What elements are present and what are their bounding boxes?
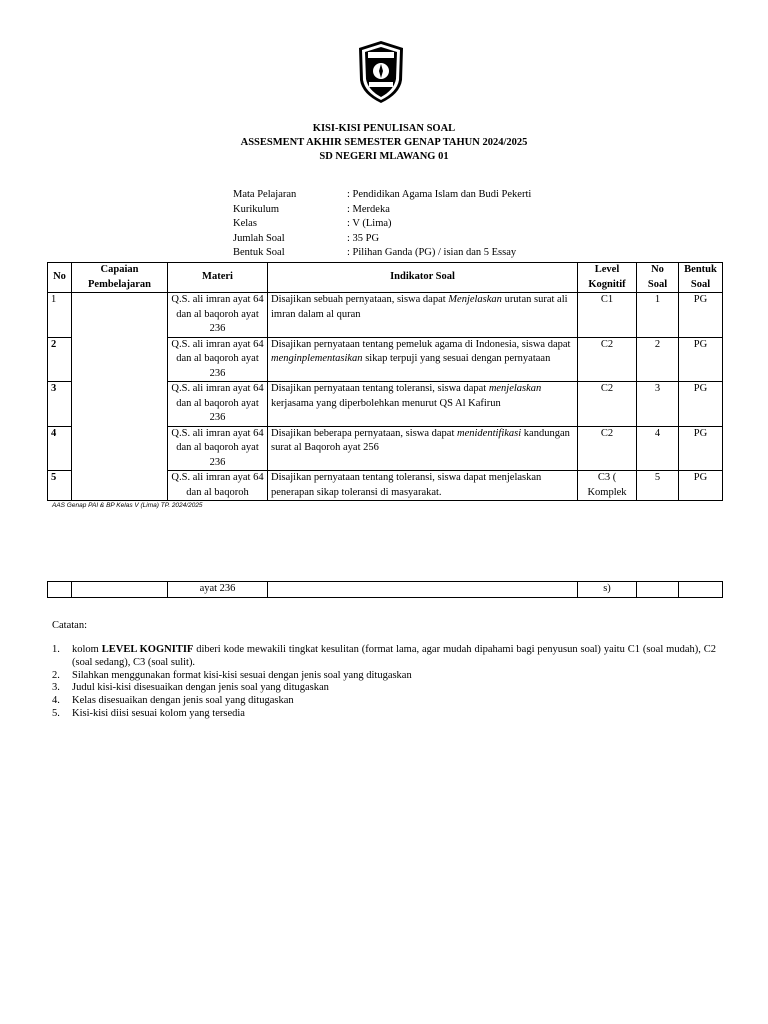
cell-no: 1 <box>48 293 72 338</box>
header-capaian <box>72 263 168 293</box>
cell-level: s) <box>578 582 637 598</box>
table-header-row <box>48 263 723 293</box>
indikator-emphasis: Menjelaskan <box>448 294 502 305</box>
note-text: Kelas disesuaikan dengan jenis soal yang ditugaskan <box>72 695 294 707</box>
note-text <box>72 644 716 670</box>
cell-materi: Q.S. ali imran ayat 64 dan al baqoroh ayat 236 <box>168 382 268 427</box>
document-title: KISI-KISI PENULISAN SOAL <box>312 123 456 134</box>
note-item <box>52 708 716 721</box>
table-row-continuation <box>48 582 723 598</box>
note-item <box>52 695 716 708</box>
cell-no: 4 <box>48 426 72 471</box>
cell-no: 3 <box>48 382 72 427</box>
cell-capaian <box>72 582 168 598</box>
meta-label: Kelas <box>233 218 257 229</box>
header-capaian-line1: Capaian <box>100 264 139 275</box>
cell-indikator <box>268 426 578 471</box>
meta-label: Mata Pelajaran <box>233 189 297 200</box>
cell-bentuk: PG <box>679 293 723 338</box>
cell-bentuk <box>679 582 723 598</box>
meta-row-question-count <box>233 232 531 247</box>
document-subtitle: ASSESMENT AKHIR SEMESTER GENAP TAHUN 2024/2025 <box>240 137 528 148</box>
cell-no: 5 <box>48 471 72 501</box>
meta-value: : V (Lima) <box>347 218 392 229</box>
question-grid-continuation <box>47 581 723 598</box>
note-bold-text: LEVEL KOGNITIF <box>101 644 194 655</box>
header-no: No <box>48 263 72 293</box>
subject-info <box>233 188 531 261</box>
note-text-part: kolom <box>72 644 102 655</box>
meta-value: : Merdeka <box>347 203 390 215</box>
school-name: SD NEGERI MLAWANG 01 <box>319 151 449 162</box>
header-no-soal <box>637 263 679 293</box>
meta-value: : 35 PG <box>347 232 380 244</box>
note-number: 1. <box>52 644 60 655</box>
cell-indikator <box>268 293 578 338</box>
cell-materi: Q.S. ali imran ayat 64 dan al baqoroh ayat 236 <box>168 293 268 338</box>
note-number: 4. <box>52 695 60 707</box>
cell-indikator <box>268 337 578 382</box>
indikator-emphasis: menjelaskan <box>488 383 542 394</box>
indikator-text: Disajikan pernyataan tentang toleransi, siswa dapat menjelaskan penerapan sikap toleransi di masyarakat. <box>271 472 542 498</box>
notes-list <box>52 644 716 721</box>
cell-no <box>48 582 72 598</box>
cell-indikator <box>268 471 578 501</box>
indikator-emphasis: menidentifikasi <box>457 427 522 439</box>
cell-materi: Q.S. ali imran ayat 64 dan al baqoroh ayat 236 <box>168 337 268 382</box>
cell-materi: ayat 236 <box>168 582 268 598</box>
note-text: Judul kisi-kisi disesuaikan dengan jenis soal yang ditugaskan <box>72 682 329 694</box>
cell-no-soal: 3 <box>637 382 679 427</box>
cell-materi: Q.S. ali imran ayat 64 dan al baqoroh ayat 236 <box>168 426 268 471</box>
cell-no-soal: 2 <box>637 337 679 382</box>
indikator-text: sikap terpuji yang sesuai dengan pernyataan <box>362 353 551 364</box>
cell-level: C2 <box>578 426 637 471</box>
header-level-line1: Level <box>594 264 620 275</box>
cell-no-soal <box>637 582 679 598</box>
note-item <box>52 644 716 670</box>
header-bentuk <box>679 263 723 293</box>
table-row <box>48 293 723 338</box>
note-number: 5. <box>52 707 60 719</box>
header-capaian-line2: Pembelajaran <box>88 278 151 290</box>
note-text-part: diberi kode mewakili tingkat kesulitan (format lama, agar mudah dipahami bagi penyusun soal) yaitu C1 (soal mudah), C2 (soal sedang), C3 (soal sulit). <box>72 644 716 668</box>
cell-level: C2 <box>578 337 637 382</box>
meta-row-class <box>233 217 531 232</box>
cell-bentuk: PG <box>679 471 723 501</box>
cell-indikator <box>268 582 578 598</box>
cell-indikator <box>268 382 578 427</box>
header-no-soal-line1: No <box>651 264 664 275</box>
meta-value: : Pilihan Ganda (PG) / isian dan 5 Essay <box>347 247 517 258</box>
indikator-text: Disajikan pernyataan tentang toleransi, siswa dapat <box>271 383 489 394</box>
meta-label: Bentuk Soal <box>233 247 285 258</box>
cell-bentuk: PG <box>679 382 723 427</box>
question-grid-table <box>47 262 723 501</box>
header-level <box>578 263 637 293</box>
indikator-text: Disajikan pernyataan tentang pemeluk agama di Indonesia, siswa dapat <box>271 338 571 350</box>
indikator-text: kandungan surat al Baqoroh ayat 256 <box>271 427 570 453</box>
note-item <box>52 670 716 683</box>
meta-label: Jumlah Soal <box>233 232 285 244</box>
header-indikator: Indikator Soal <box>268 263 578 293</box>
header-materi: Materi <box>168 263 268 293</box>
meta-label: Kurikulum <box>233 203 280 215</box>
meta-value: : Pendidikan Agama Islam dan Budi Pekerti <box>347 189 532 200</box>
note-text: Silahkan menggunakan format kisi-kisi sesuai dengan jenis soal yang ditugaskan <box>72 669 412 681</box>
indikator-text: kerjasama yang diperbolehkan menurut QS Al Kafirun <box>271 397 501 409</box>
cell-bentuk: PG <box>679 426 723 471</box>
note-item <box>52 682 716 695</box>
cell-level: C2 <box>578 382 637 427</box>
meta-row-subject <box>233 188 531 203</box>
indikator-emphasis: menginplementasikan <box>271 353 363 364</box>
cell-no-soal: 4 <box>637 426 679 471</box>
header-bentuk-line1: Bentuk <box>684 264 717 275</box>
indikator-text: urutan surat ali imran dalam al quran <box>271 294 568 320</box>
indikator-text: Disajikan sebuah pernyataan, siswa dapat <box>271 294 449 305</box>
note-text: Kisi-kisi diisi sesuai kolom yang tersedia <box>72 707 245 719</box>
cell-no-soal: 1 <box>637 293 679 338</box>
cell-level: C3 ( Komplek <box>578 471 637 501</box>
note-number: 2. <box>52 669 60 681</box>
meta-row-question-form <box>233 246 531 261</box>
notes-heading: Catatan: <box>52 620 87 631</box>
cell-materi: Q.S. ali imran ayat 64 dan al baqoroh <box>168 471 268 501</box>
cell-level: C1 <box>578 293 637 338</box>
header-no-soal-line2: Soal <box>647 278 668 290</box>
note-number: 3. <box>52 682 60 694</box>
cell-no: 2 <box>48 337 72 382</box>
cell-no-soal: 5 <box>637 471 679 501</box>
school-emblem-logo <box>356 40 406 104</box>
header-level-line2: Kognitif <box>588 278 626 290</box>
cell-bentuk: PG <box>679 337 723 382</box>
page-footer-note: AAS Genap PAI & BP Kelas V (Lima) TP. 2024/2025 <box>52 502 203 509</box>
meta-row-curriculum <box>233 203 531 218</box>
header-bentuk-line2: Soal <box>690 278 711 290</box>
cell-capaian <box>72 293 168 501</box>
indikator-text: Disajikan beberapa pernyataan, siswa dapat <box>271 427 458 439</box>
